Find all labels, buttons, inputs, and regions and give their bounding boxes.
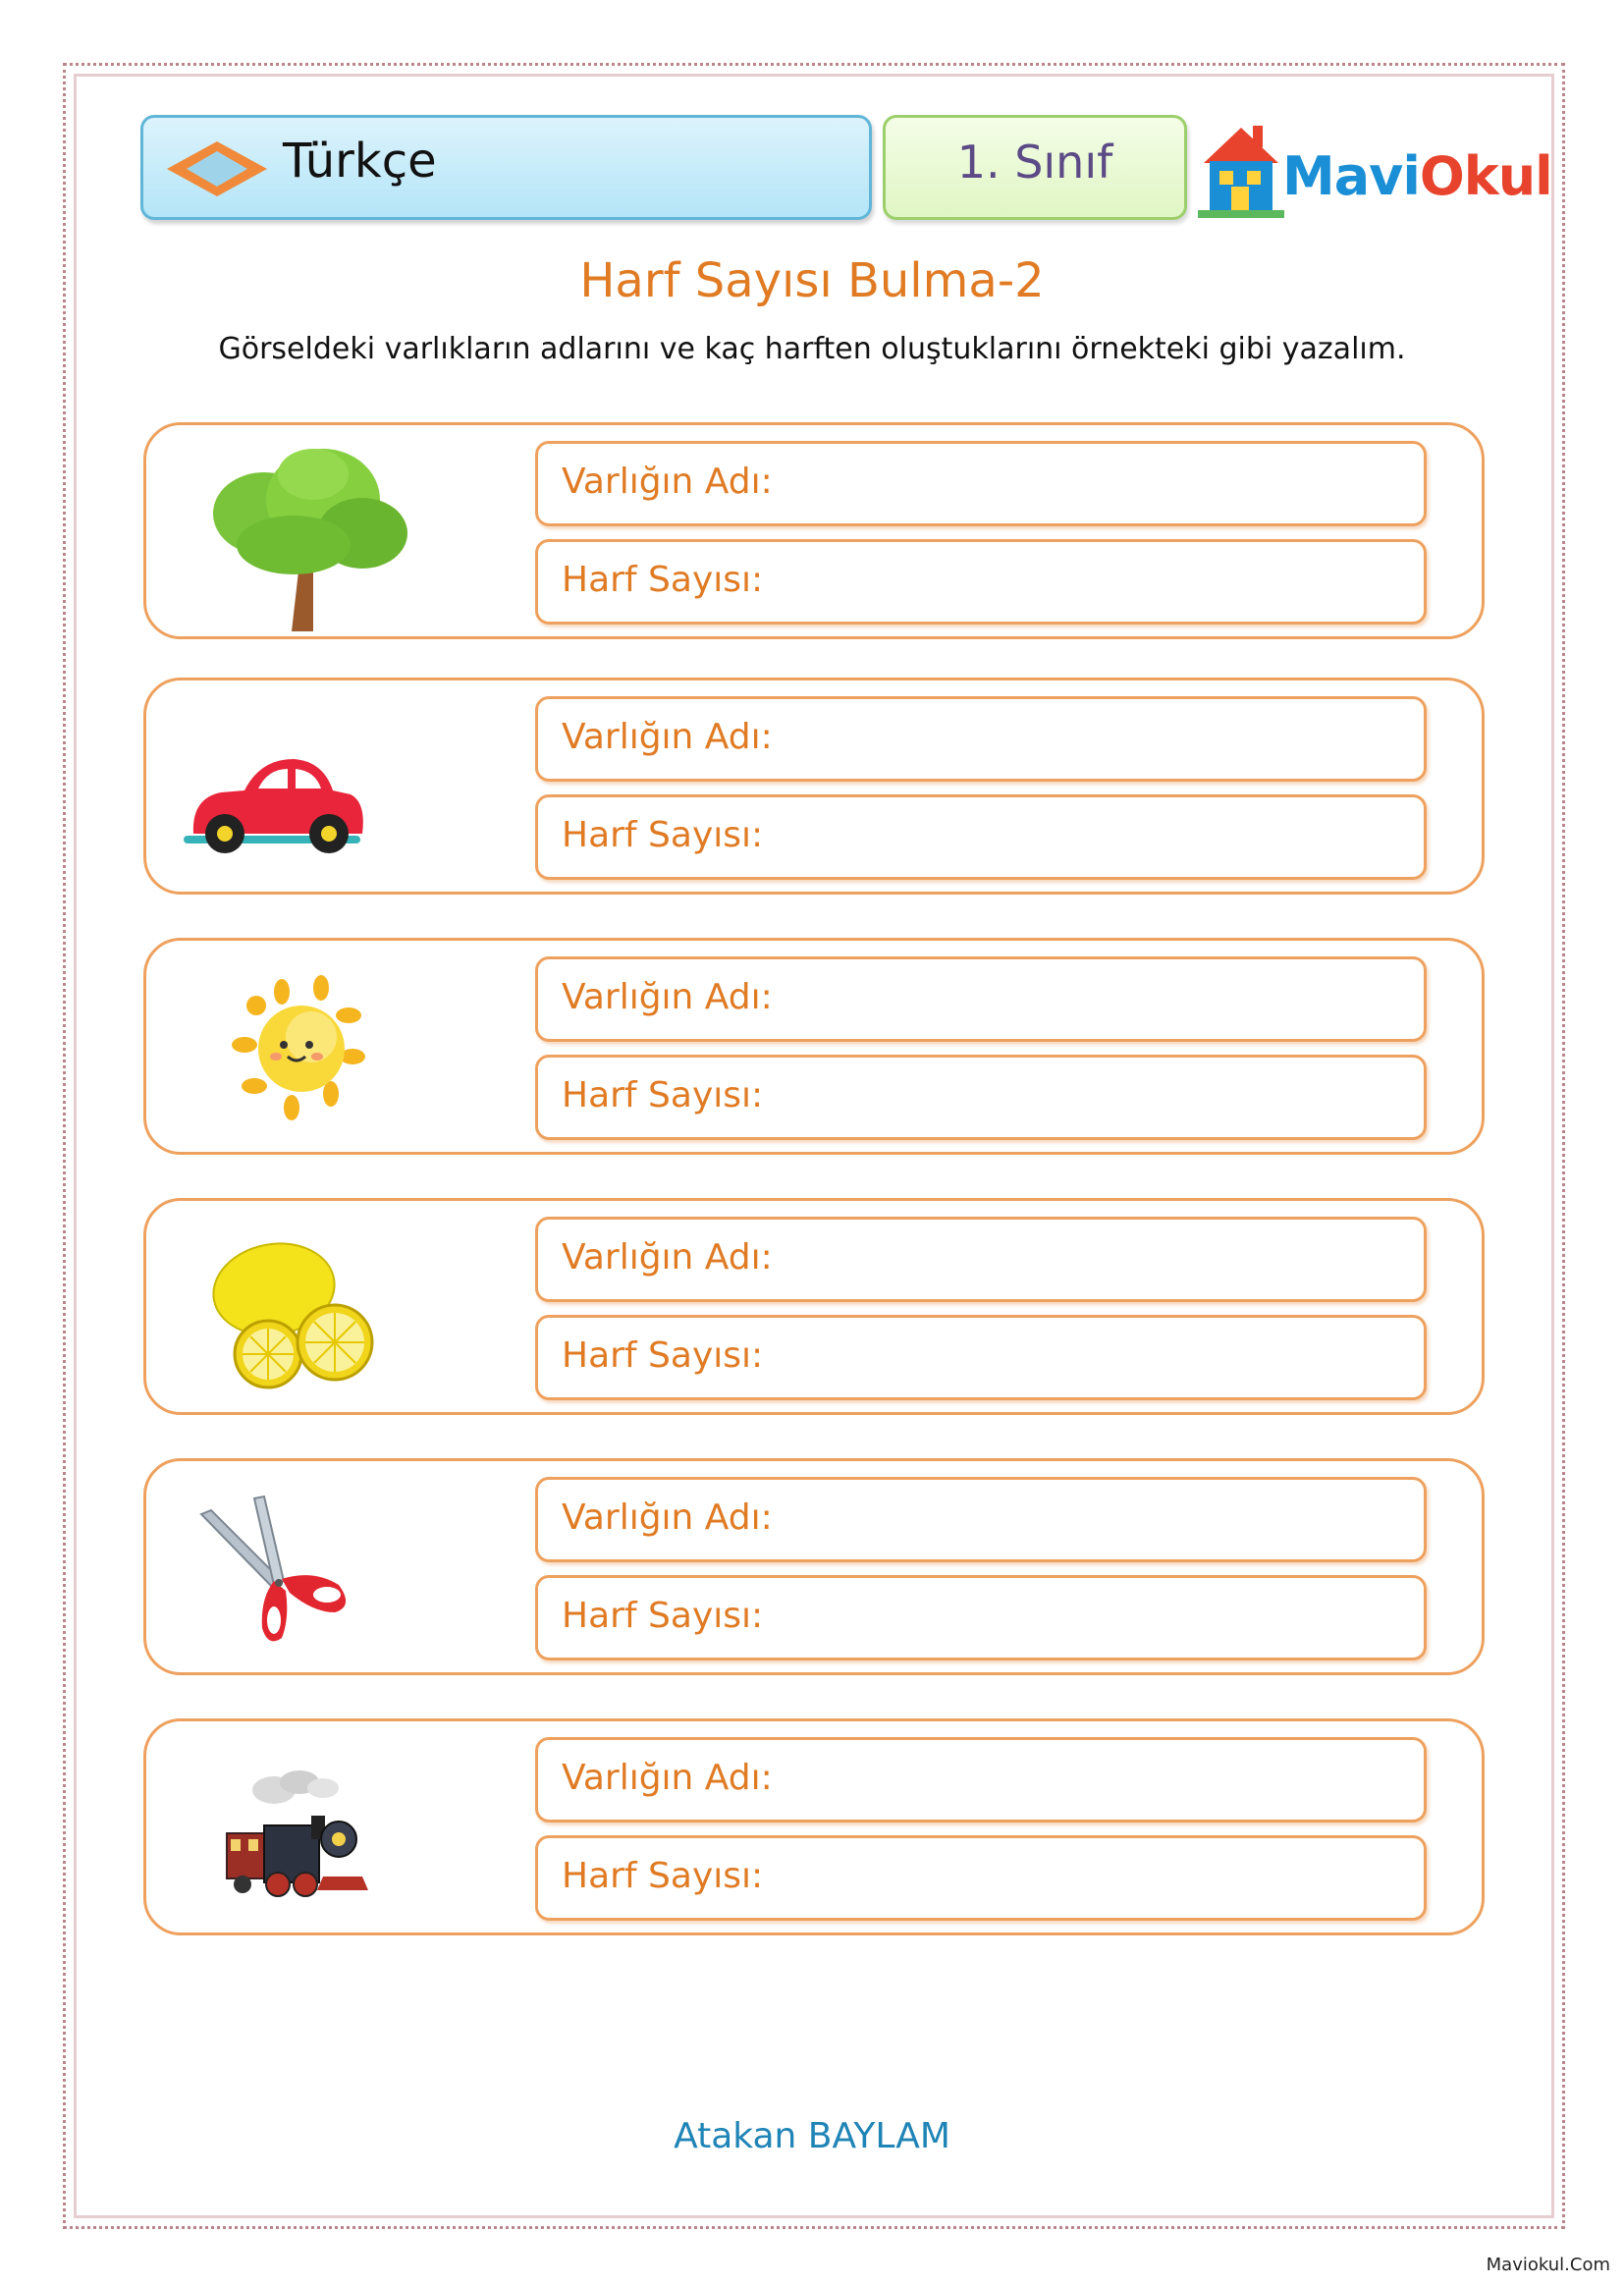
letter-count-field[interactable]: Harf Sayısı: (535, 794, 1427, 880)
name-field[interactable]: Varlığın Adı: (535, 956, 1427, 1042)
grade-box (883, 115, 1187, 220)
item-card-scissors (143, 1458, 1485, 1675)
page-title: Harf Sayısı Bulma-2 (579, 253, 1045, 308)
sun-icon (166, 951, 431, 1147)
item-card-train (143, 1718, 1485, 1935)
name-field[interactable]: Varlığın Adı: (535, 1477, 1427, 1562)
grade-label: 1. Sınıf (956, 136, 1113, 189)
item-card-tree (143, 422, 1485, 639)
subject-box (140, 115, 872, 220)
instruction-text: Görseldeki varlıkların adlarını ve kaç harften oluştuklarını örnekteki gibi yazalım. (218, 332, 1406, 366)
train-icon (166, 1731, 431, 1928)
lemon-icon (166, 1211, 431, 1407)
item-card-lemon (143, 1198, 1485, 1415)
maviokul-logo (1196, 118, 1552, 226)
name-field[interactable]: Varlığın Adı: (535, 1217, 1427, 1302)
house-icon (1196, 118, 1284, 226)
subject-title: Türkçe (283, 134, 437, 189)
name-field[interactable]: Varlığın Adı: (535, 1737, 1427, 1823)
letter-count-field[interactable]: Harf Sayısı: (535, 1315, 1427, 1400)
name-field[interactable]: Varlığın Adı: (535, 696, 1427, 782)
author-name: Atakan BAYLAM (674, 2116, 950, 2156)
letter-count-field[interactable]: Harf Sayısı: (535, 1055, 1427, 1140)
letter-count-field[interactable]: Harf Sayısı: (535, 1835, 1427, 1921)
footer-site: Maviokul.Com (1486, 2255, 1610, 2275)
tree-icon (166, 435, 431, 631)
item-card-car (143, 678, 1485, 895)
scissors-icon (166, 1471, 431, 1667)
car-icon (166, 690, 431, 887)
letter-count-field[interactable]: Harf Sayısı: (535, 1575, 1427, 1660)
name-field[interactable]: Varlığın Adı: (535, 441, 1427, 526)
diamond-icon (163, 137, 271, 200)
item-card-sun (143, 938, 1485, 1155)
letter-count-field[interactable]: Harf Sayısı: (535, 539, 1427, 625)
logo-text: MaviOkul (1282, 145, 1552, 207)
